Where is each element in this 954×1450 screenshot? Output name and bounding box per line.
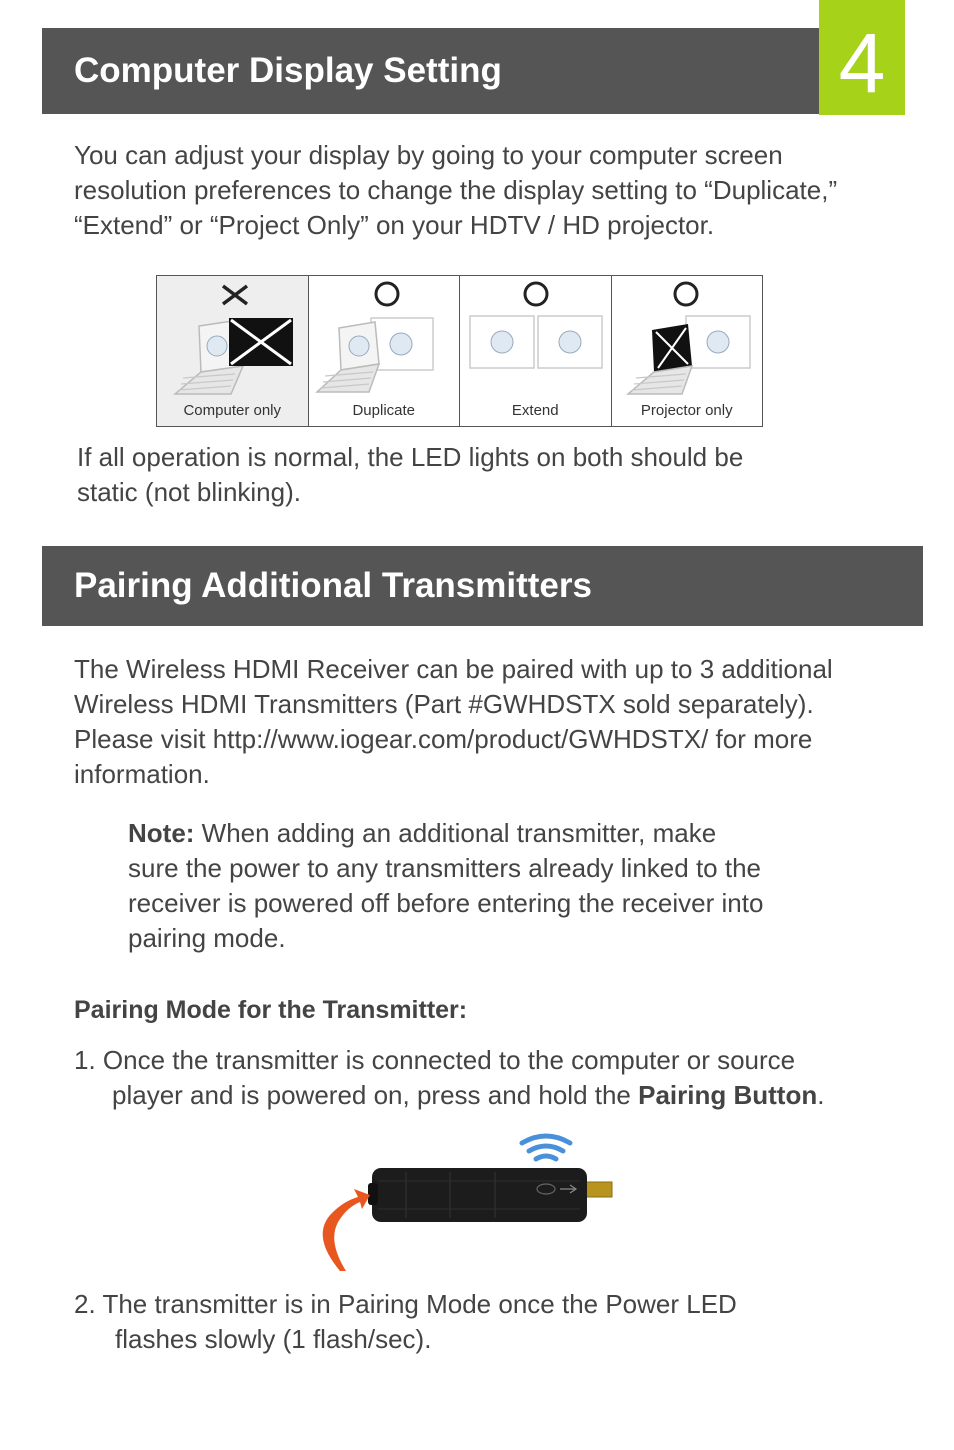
arrow-icon [323,1189,370,1271]
step-2: 2. The transmitter is in Pairing Mode once the Power LED flashes slowly (1 flash/sec). [74,1289,737,1354]
laptop-icon [628,324,692,394]
usb-dongle-icon [368,1168,612,1222]
circle-icon [376,283,398,305]
monitor-icon [470,316,534,368]
display-intro-paragraph: You can adjust your display by going to your computer screen resolution preferences to change the display setting to “Duplicate,” “Extend” or “Project Only” on your HDTV / HD projector. [74,140,838,240]
pairing-mode-heading: Pairing Mode for the Transmitter: [74,996,468,1024]
mode-label: Duplicate [352,402,416,419]
wifi-icon [522,1136,570,1159]
note-paragraph: Note: When adding an additional transmitter, make sure the power to any transmitters already linked to the receiver is powered off before entering the receiver into pairing mode. [128,818,764,953]
transmitter-illustration [310,1125,620,1275]
mode-label: Projector only [640,402,733,419]
step-1: 1. Once the transmitter is connected to the computer or source player and is powered on, press and hold the Pairing Button. [74,1045,825,1110]
section-title: Pairing Additional Transmitters [74,566,592,605]
mode-extend [460,276,612,426]
monitor-icon [538,316,602,368]
circle-icon [525,283,547,305]
note-label: Note: [128,818,195,848]
section-header-display-setting [42,28,820,114]
section-header-pairing [42,546,923,626]
led-status-paragraph: If all operation is normal, the LED lights on both should be static (not blinking). [77,442,744,507]
mode-computer-only [157,276,309,426]
section-title: Computer Display Setting [74,51,502,90]
mode-label: Extend [511,402,559,419]
display-modes-figure [156,275,763,427]
monitor-icon [686,316,750,368]
laptop-icon [317,322,379,392]
mode-projector-only [612,276,763,426]
pairing-intro-paragraph: The Wireless HDMI Receiver can be paired with up to 3 additional Wireless HDMI Transmitters (Part #GWHDSTX sold separately). Please visit http://www.iogear.com/product/GWHDSTX/ for more information. [74,654,833,789]
envelope-icon [229,318,293,366]
page-number-badge: 4 [819,0,905,115]
pairing-button-label: Pairing Button [638,1080,818,1110]
cross-icon [223,286,247,304]
circle-icon [675,283,697,305]
mode-duplicate [309,276,461,426]
monitor-icon [371,318,433,370]
mode-label: Computer only [183,402,282,419]
